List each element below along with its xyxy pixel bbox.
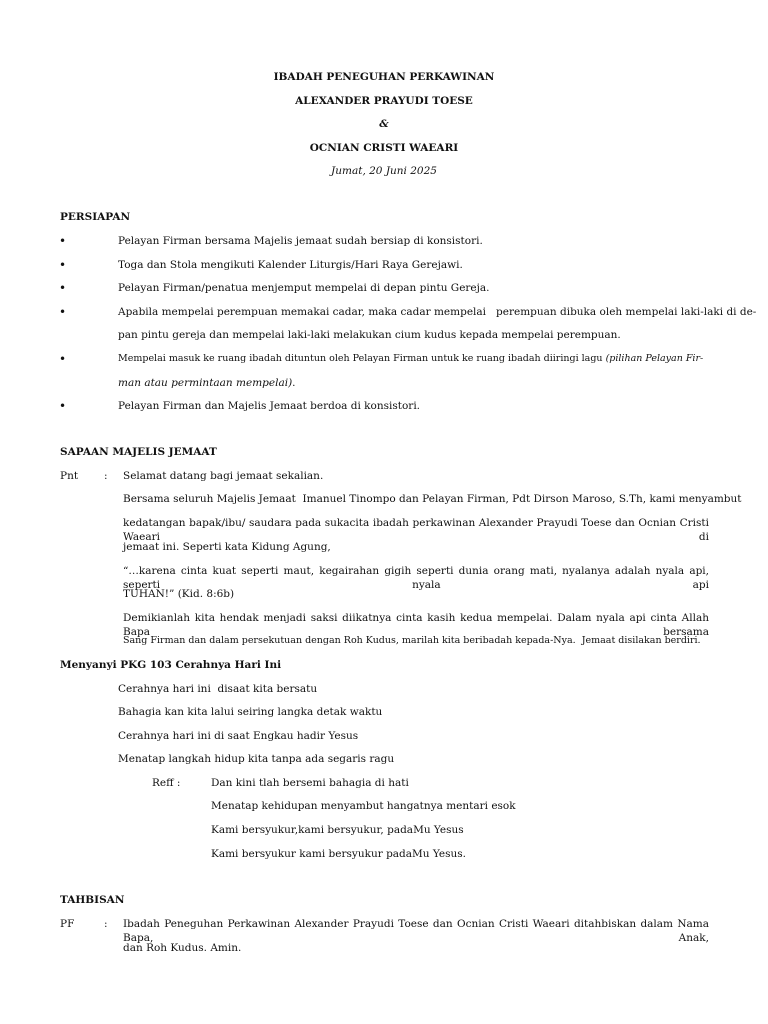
- persiapan-item-2: Toga dan Stola mengikuti Kalender Liturgis/Hari Raya Gerejawi.: [118, 259, 463, 271]
- sapaan-line-2: Bersama seluruh Majelis Jemaat Imanuel Tinompo dan Pelayan Firman, Pdt Dirson Maroso, S.Th, kami menyambut: [123, 493, 742, 505]
- sapaan-line-4: jemaat ini. Seperti kata Kidung Agung,: [123, 541, 331, 553]
- reff-label: Reff :: [152, 777, 181, 789]
- speaker-label: PF: [60, 918, 75, 930]
- persiapan-item-1: Pelayan Firman bersama Majelis jemaat sudah bersiap di konsistori.: [118, 235, 483, 247]
- sapaan-quote-line-2: TUHAN!” (Kid. 8:6b): [123, 588, 235, 600]
- sapaan-line-8: Sang Firman dan dalam persekutuan dengan Roh Kudus, marilah kita beribadah kepada-Nya. Jemaat disilakan berdiri.: [123, 635, 701, 646]
- persiapan-item-5-line-2: [118, 376, 296, 390]
- persiapan-item-5-note: (pilihan Pelayan Fir-: [605, 353, 704, 364]
- sapaan-quote-line-1: “…karena cinta kuat seperti maut, kegairahan gigih seperti dunia orang mati, nyalanya adalah nyala api, seperti nyala api: [123, 565, 709, 591]
- song-verse-line-4: Menatap langkah hidup kita tanpa ada segaris ragu: [118, 753, 395, 765]
- song-verse-line-3: Cerahnya hari ini di saat Engkau hadir Yesus: [118, 730, 359, 742]
- persiapan-item-6: Pelayan Firman dan Majelis Jemaat berdoa di konsistori.: [118, 400, 421, 412]
- section-heading-sapaan: SAPAAN MAJELIS JEMAAT: [60, 446, 217, 458]
- bride-name: OCNIAN CRISTI WAEARI: [309, 142, 459, 154]
- persiapan-item-5-line-1: [118, 352, 703, 366]
- reff-line-3: Kami bersyukur,kami bersyukur, padaMu Yesus: [211, 824, 464, 836]
- song-verse-line-2: Bahagia kan kita lalui seiring langka detak waktu: [118, 706, 383, 718]
- bullet-icon: •: [59, 258, 67, 272]
- section-heading-persiapan: PERSIAPAN: [60, 211, 131, 223]
- reff-line-4: Kami bersyukur kami bersyukur padaMu Yesus.: [211, 848, 466, 860]
- bullet-icon: •: [59, 352, 67, 366]
- sapaan-line-7: Demikianlah kita hendak menjadi saksi diikatnya cinta kasih kedua mempelai. Dalam nyala api cinta Allah Bapa bersama: [123, 612, 709, 638]
- persiapan-item-5-period: .: [292, 377, 296, 389]
- reff-line-2: Menatap kehidupan menyambut hangatnya mentari esok: [211, 800, 516, 812]
- persiapan-item-5-note-cont: man atau permintaan mempelai): [118, 377, 293, 389]
- persiapan-item-5-text: Mempelai masuk ke ruang ibadah dituntun oleh Pelayan Firman untuk ke ruang ibadah diiringi lagu: [118, 353, 606, 364]
- ampersand: &: [379, 118, 389, 130]
- document-title: IBADAH PENEGUHAN PERKAWINAN: [273, 71, 495, 83]
- ceremony-date: Jumat, 20 Juni 2025: [331, 165, 437, 177]
- groom-name: ALEXANDER PRAYUDI TOESE: [295, 95, 473, 107]
- bullet-icon: •: [59, 305, 67, 319]
- speaker-colon: :: [104, 918, 108, 930]
- speaker-colon: :: [104, 470, 108, 482]
- persiapan-item-4-line-2: pan pintu gereja dan mempelai laki-laki melakukan cium kudus kepada mempelai perempuan.: [118, 329, 621, 341]
- speaker-label: Pnt: [60, 470, 79, 482]
- reff-line-1: Dan kini tlah bersemi bahagia di hati: [211, 777, 409, 789]
- bullet-icon: •: [59, 281, 67, 295]
- sapaan-line-1: Selamat datang bagi jemaat sekalian.: [123, 470, 324, 482]
- tahbisan-line-2: dan Roh Kudus. Amin.: [123, 942, 242, 954]
- tahbisan-line-1: Ibadah Peneguhan Perkawinan Alexander Prayudi Toese dan Ocnian Cristi Waeari ditahbiskan dalam Nama Bapa, Anak,: [123, 918, 709, 944]
- persiapan-item-3: Pelayan Firman/penatua menjemput mempelai di depan pintu Gereja.: [118, 282, 490, 294]
- persiapan-item-4-line-1: Apabila mempelai perempuan memakai cadar, maka cadar mempelai perempuan dibuka oleh mempelai laki-laki di de-: [118, 306, 757, 318]
- section-heading-tahbisan: TAHBISAN: [60, 894, 125, 906]
- sapaan-line-3: kedatangan bapak/ibu/ saudara pada sukacita ibadah perkawinan Alexander Prayudi Toese dan Ocnian Cristi Waeari di: [123, 517, 709, 543]
- song-verse-line-1: Cerahnya hari ini disaat kita bersatu: [118, 683, 318, 695]
- song-heading: Menyanyi PKG 103 Cerahnya Hari Ini: [60, 659, 282, 671]
- bullet-icon: •: [59, 234, 67, 248]
- bullet-icon: •: [59, 399, 67, 413]
